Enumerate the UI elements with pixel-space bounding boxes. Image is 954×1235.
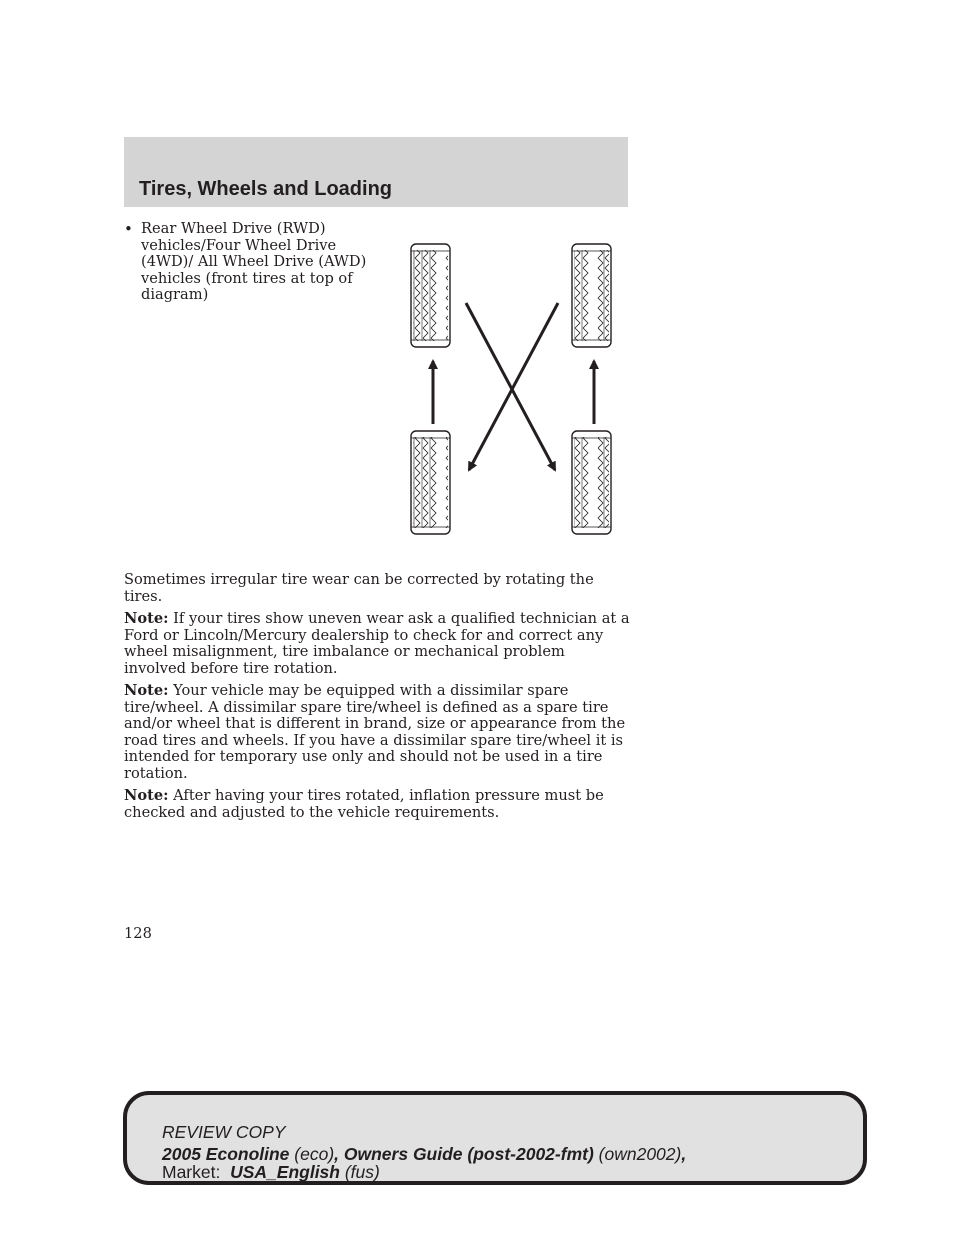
review-copy-label: REVIEW COPY	[162, 1122, 286, 1142]
footer-market-label: Market:	[162, 1162, 221, 1182]
arrow-front-left-to-rear-right	[466, 303, 555, 470]
bullet-line: vehicles/Four Wheel Drive	[141, 236, 337, 254]
footer-guide-code: (own2002)	[593, 1144, 682, 1164]
footer-model: 2005 Econoline	[162, 1144, 290, 1164]
section-header-band	[124, 137, 628, 207]
tire-rear-left	[411, 431, 450, 534]
footer-guide-line	[162, 1144, 686, 1164]
tire-front-right	[572, 244, 611, 347]
section-title: Tires, Wheels and Loading	[139, 178, 393, 200]
intro-paragraph: Sometimes irregular tire wear can be corrected by rotating the tires.	[124, 571, 594, 605]
bullet-line: Rear Wheel Drive (RWD)	[141, 220, 326, 237]
page-number: 128	[124, 925, 152, 942]
tire-rotation-diagram	[405, 238, 620, 543]
note-paragraph	[124, 788, 630, 821]
body-text	[124, 572, 630, 827]
tire-front-left	[411, 244, 450, 347]
note-text: Your vehicle may be equipped with a dissimilar spare tire/wheel. A dissimilar spare tire/wheel is defined as a spare tire and/or wheel that is different in brand, size or appearance from the road tires and wheels. If you have a dissimilar spare tire/wheel it is intended for temporary use only and should not be used in a tire rotation.	[124, 682, 626, 782]
bullet-line: vehicles (front tires at top of	[141, 269, 353, 287]
footer-guide: Owners Guide (post-2002-fmt)	[343, 1144, 594, 1164]
note-label: Note:	[124, 787, 169, 804]
footer-market: USA_English	[230, 1162, 340, 1182]
bullet-line: (4WD)/ All Wheel Drive (AWD)	[141, 253, 367, 270]
footer-market-code: (fus)	[339, 1162, 380, 1182]
footer-separator: ,	[681, 1144, 687, 1164]
footer-market-line	[162, 1162, 380, 1182]
note-label: Note:	[124, 682, 169, 699]
note-paragraph	[124, 683, 630, 782]
review-copy-footer	[123, 1091, 867, 1185]
footer-model-code: (eco)	[289, 1144, 335, 1164]
note-text: If your tires show uneven wear ask a qualified technician at a Ford or Lincoln/Mercury dealership to check for and correct any wheel misalignment, tire imbalance or mechanical problem involved before tire rotation.	[124, 610, 630, 677]
bullet-text	[141, 221, 376, 304]
tire-rotation-icon	[405, 238, 620, 543]
arrow-front-right-to-rear-left	[469, 303, 558, 470]
footer-separator: ,	[334, 1144, 344, 1164]
note-text: After having your tires rotated, inflation pressure must be checked and adjusted to the vehicle requirements.	[124, 787, 604, 821]
tire-rear-right	[572, 431, 611, 534]
note-paragraph	[124, 611, 630, 677]
bullet-marker: •	[124, 220, 133, 238]
note-label: Note:	[124, 610, 169, 627]
bullet-line: diagram)	[141, 286, 209, 303]
